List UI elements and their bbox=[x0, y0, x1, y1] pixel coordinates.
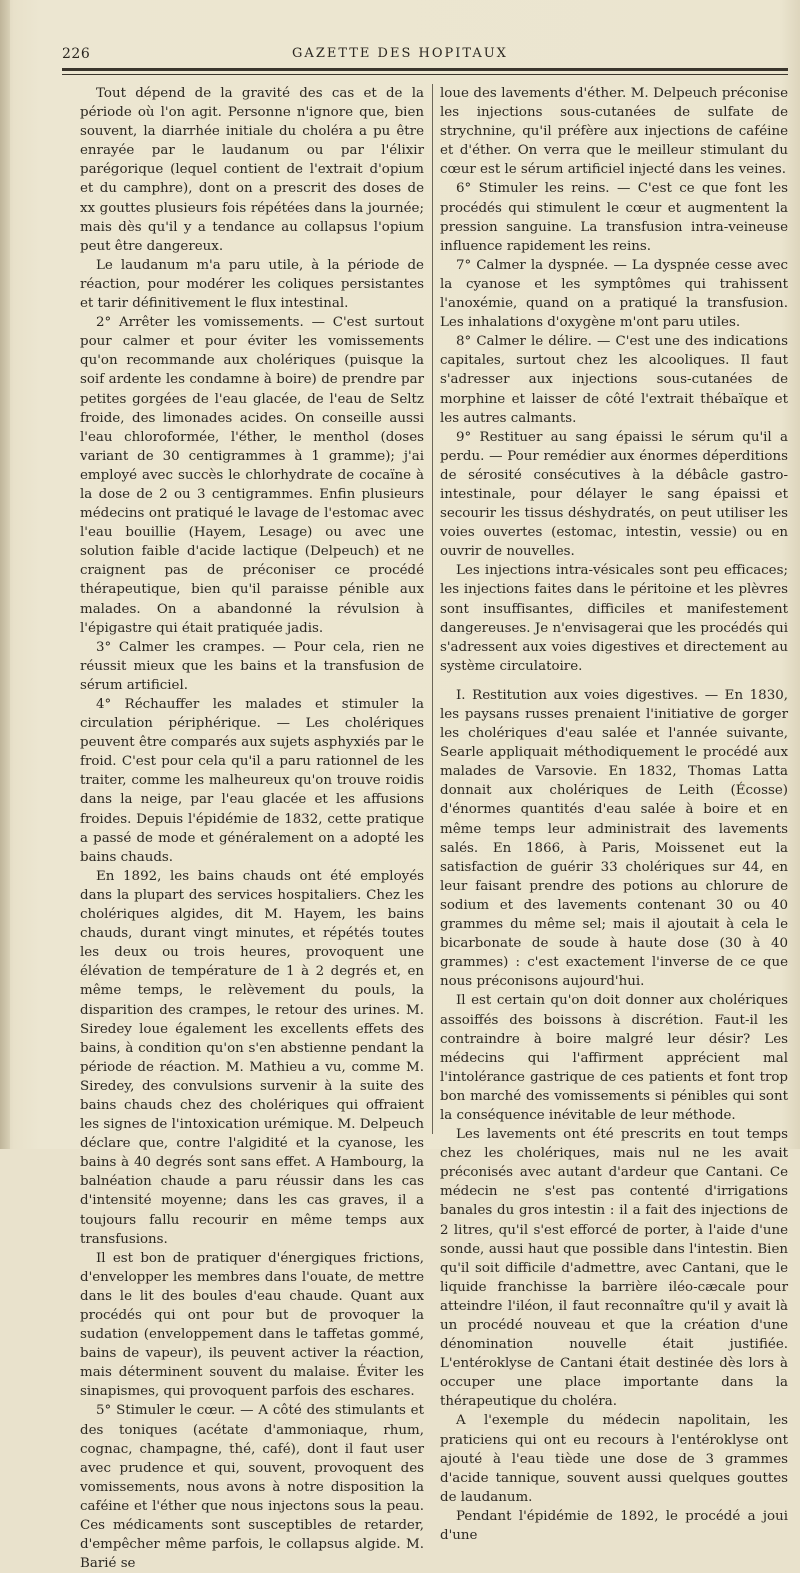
paragraph-delire: 8° Calmer le délire. — C'est une des indications capitales, surtout chez les alcooliques. Il faut s'adresser aux injections sous-cutanées de morphine et laisser de côté l'extrait thébaïque et les autres calmants. bbox=[440, 334, 788, 426]
paragraph-reins: 6° Stimuler les reins. — C'est ce que font les procédés qui stimulent le cœur et augmentent la pression sanguine. La transfusion intra-veineuse influence rapidement les reins. bbox=[440, 181, 788, 254]
paragraph-vomissements: 2° Arrêter les vomissements. — C'est surtout pour calmer et pour éviter les vomissements qu'on recommande aux cholériques (puisque la soif ardente les condamne à boire) de prendre par petites gorgées de l'eau glacée, de l'eau de Seltz froide, des limonades acides. On conseille aussi l'eau chloroformée, l'éther, le menthol (doses variant de 30 centigrammes à 1 gramme); j'ai employé avec succès le chlorhydrate de cocaïne à la dose de 2 ou 3 centigrammes. Enfin plusieurs médecins ont pratiqué le lavage de l'estomac avec l'eau bouillie (Hayem, Lesage) ou avec une solution faible d'acide lactique (Delpeuch) et ne craignent pas de préconiser ce procédé thérapeutique, bien qu'il paraisse pénible aux malades. On a abandonné la révulsion à l'épigastre qui était pratiquée jadis. bbox=[80, 315, 424, 636]
paragraph-coeur: 5° Stimuler le cœur. — A côté des stimulants et des toniques (acétate d'ammoniaque, rhum, cognac, champagne, thé, café), dont il faut user avec prudence et qui, souvent, provoquent des vomissements, nous avons à notre disposition la caféine et l'éther que nous injectons sous la peau. Ces médicaments sont susceptibles de retarder, d'empêcher même parfois, le collapsus algide. M. Barié se bbox=[80, 1403, 424, 1572]
right-column bbox=[440, 84, 788, 1545]
binding-spine bbox=[0, 0, 10, 1149]
page-number: 226 bbox=[62, 46, 91, 62]
paragraph: Le laudanum m'a paru utile, à la période de réaction, pour modérer les coliques persistantes et tarir définitivement le flux intestinal. bbox=[80, 257, 424, 312]
paragraph: Tout dépend de la gravité des cas et de la période où l'on agit. Personne n'ignore que, bien souvent, la diarrhée initiale du choléra a pu être enrayée par le laudanum ou par l'élixir parégorique (lequel contient de l'extrait d'opium et du camphre), dont on a prescrit des doses de xx gouttes plusieurs fois répétées dans la journée; mais dès qu'il y a tendance au collapsus l'opium peut être dangereux. bbox=[80, 86, 424, 254]
paragraph-dyspnee: 7° Calmer la dyspnée. — La dyspnée cesse avec la cyanose et les symptômes qui trahissent l'anoxémie, quand on a pratiqué la transfusion. Les inhalations d'oxygène m'ont paru utiles. bbox=[440, 257, 788, 331]
paragraph: Il est bon de pratiquer d'énergiques frictions, d'envelopper les membres dans l'ouate, de mettre dans le lit des boules d'eau chaude. Quant aux procédés qui ont pour but de provoquer la sudation (enveloppement dans le taffetas gommé, bains de vapeur), ils peuvent activer la réaction, mais déterminent souvent du malaise. Éviter les sinapismes, qui provoquent parfois des eschares. bbox=[80, 1250, 424, 1400]
paragraph-crampes: 3° Calmer les crampes. — Pour cela, rien ne réussit mieux que les bains et la transfusion de sérum artificiel. bbox=[80, 639, 424, 693]
running-head-title: GAZETTE DES HOPITAUX bbox=[292, 46, 508, 61]
paragraph-continued: loue des lavements d'éther. M. Delpeuch préconise les injections sous-cutanées de sulfate de strychnine, qu'il préfère aux injections de caféine et d'éther. On verra que le meilleur stimulant du cœur est le sérum artificiel injecté dans les veines. bbox=[440, 86, 788, 178]
left-column bbox=[80, 84, 424, 1573]
header-rule-thin bbox=[62, 74, 788, 75]
paragraph: A l'exemple du médecin napolitain, les praticiens qui ont eu recours à l'entéroklyse ont ajouté à l'eau tiède une dose de 3 grammes d'acide tannique, souvent aussi quelques gouttes de laudanum. bbox=[440, 1413, 788, 1505]
paragraph-restitution: I. Restitution aux voies digestives. — En 1830, les paysans russes prenaient l'initiative de gorger les cholériques d'eau salée et l'année suivante, Searle appliquait méthodiquement le procédé aux malades de Varsovie. En 1832, Thomas Latta donnait aux cholériques de Leith (Écosse) d'énormes quantités d'eau salée à boire et en même temps leur administrait des lavements salés. En 1866, à Paris, Moissenet eut la satisfaction de guérir 33 cholériques sur 44, en leur faisant prendre des potions au chlorure de sodium et des lavements contenant 30 ou 40 grammes du même sel; mais il ajoutait à cela le bicarbonate de soude à haute dose (30 à 40 grammes) : c'est exactement l'inverse de ce que nous préconisons aujourd'hui. bbox=[440, 687, 788, 990]
paragraph: En 1892, les bains chauds ont été employés dans la plupart des services hospitaliers. Chez les cholériques algides, dit M. Hayem, les bains chauds, durant vingt minutes, et répétés toutes les deux ou trois heures, provoquent une élévation de température de 1 à 2 degrés et, en même temps, le relèvement du pouls, la disparition des crampes, le retour des urines. M. Siredey loue également les excellents effets des bains, à condition qu'on s'en abstienne pendant la période de réaction. M. Mathieu a vu, comme M. Siredey, des convulsions survenir à la suite des bains chauds chez des cholériques qui offraient les signes de l'intoxication urémique. M. Delpeuch déclare que, contre l'algidité et la cyanose, les bains à 40 degrés sont sans effet. A Hambourg, la balnéation chaude a paru réussir dans les cas d'intensité moyenne; dans les cas graves, il a toujours fallu recourir en même temps aux transfusions. bbox=[80, 868, 424, 1247]
paragraph-serum: 9° Restituer au sang épaissi le sérum qu'il a perdu. — Pour remédier aux énormes déperditions de sérosité consécutives à la débâcle gastro-intestinale, pour délayer le sang épaissi et secourir les tissus déshydratés, on peut utiliser les voies ouvertes (estomac, intestin, vessie) ou en ouvrir de nouvelles. bbox=[440, 429, 788, 560]
paragraph: Il est certain qu'on doit donner aux cholériques assoiffés des boissons à discrétion. Faut-il les contraindre à boire malgré leur désir? Les médecins qui l'affirment apprécient mal l'intolérance gastrique de ces patients et font trop bon marché des vomissements si pénibles qui sont la conséquence inévitable de leur méthode. bbox=[440, 993, 788, 1123]
paragraph: Les injections intra-vésicales sont peu efficaces; les injections faites dans le péritoine et les plèvres sont insuffisantes, difficiles et manifestement dangereuses. Je n'envisagerai que les procédés qui s'adressent aux voies digestives et directement au système circulatoire. bbox=[440, 563, 788, 674]
paragraph: Les lavements ont été prescrits en tout temps chez les cholériques, mais nul ne les avait préconisés avec autant d'ardeur que Cantani. Ce médecin ne s'est pas contenté d'irrigations banales du gros intestin : il a fait des injections de 2 litres, qu'il s'est efforcé de porter, à l'aide d'une sonde, aussi haut que possible dans l'intestin. Bien qu'il soit difficile d'admettre, avec Cantani, que le liquide franchisse la barrière iléo-cæcale pour atteindre l'iléon, il faut reconnaître qu'il y avait là un procédé nouveau et que la création d'une dénomination nouvelle était justifiée. L'entéroklyse de Cantani était destinée dès lors à occuper une place importante dans la thérapeutique du choléra. bbox=[440, 1127, 788, 1410]
paragraph-rechauffer: 4° Réchauffer les malades et stimuler la circulation périphérique. — Les cholériques peuvent être comparés aux sujets asphyxiés par le froid. C'est pour cela qu'il a paru rationnel de les traiter, comme les malheureux qu'on trouve roidis dans la neige, par l'eau glacée et les affusions froides. Depuis l'épidémie de 1832, cette pratique a passé de mode et généralement on a adopté les bains chauds. bbox=[80, 697, 424, 865]
header-rule-thick bbox=[62, 68, 788, 71]
paragraph: Pendant l'épidémie de 1892, le procédé a joui d'une bbox=[440, 1508, 788, 1544]
column-divider bbox=[432, 84, 433, 1134]
